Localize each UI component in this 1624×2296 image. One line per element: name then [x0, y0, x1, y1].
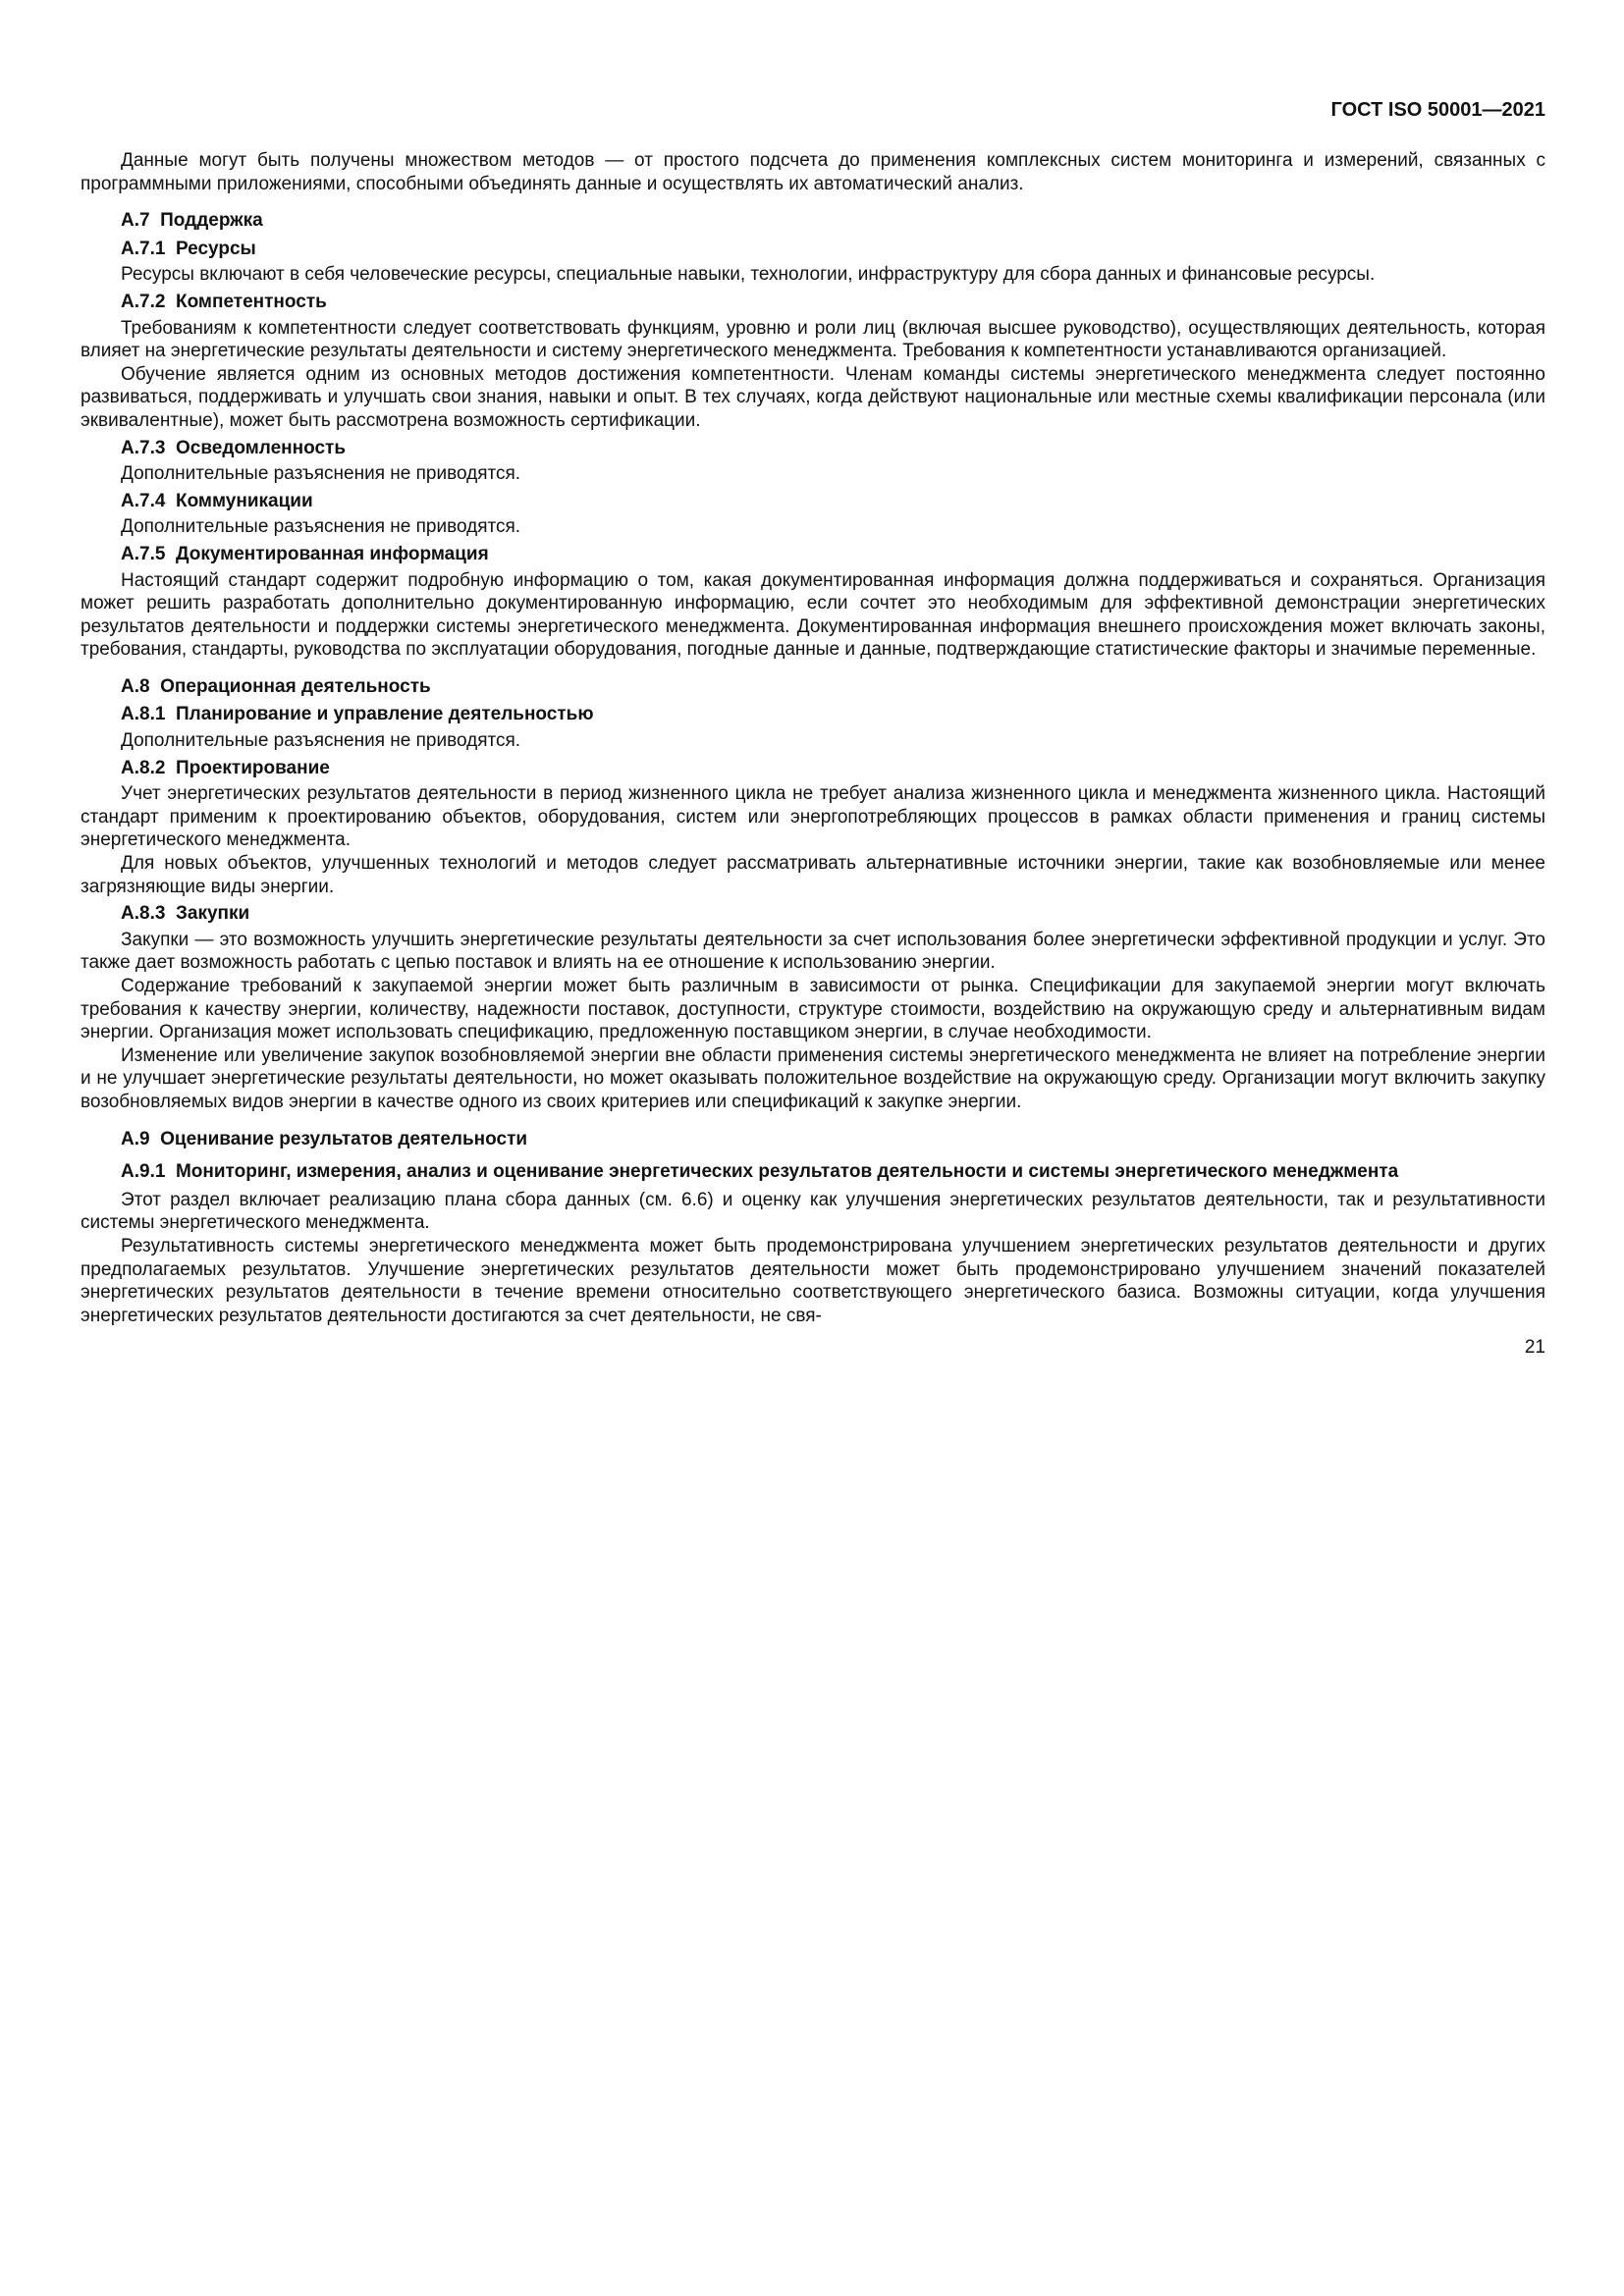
- paragraph: Закупки — это возможность улучшить энергетические результаты деятельности за счет использования более энергетически эффективной продукции и услуг. Это также дает возможность работать с цепью поставок и влиять на ее отношение к использованию энергии.: [81, 929, 1545, 974]
- paragraph: Ресурсы включают в себя человеческие ресурсы, специальные навыки, технологии, инфраструктуру для сбора данных и финансовые ресурсы.: [121, 264, 1376, 286]
- paragraph: Результативность системы энергетического менеджмента может быть продемонстрирована улучшением энергетических результатов деятельности и других предполагаемых результатов. Улучшение энергетических результатов деятельности может быть продемонстрировано улучшением значений показателей энергетических результатов деятельности в течение времени относительно соответствующего энергетического базиса. Возможны ситуации, когда улучшения энергетических результатов деятельности достигаются за счет деятельности, не свя-: [81, 1235, 1545, 1326]
- subsection-heading: А.7.4 Коммуникации: [121, 490, 313, 511]
- subsection-heading: А.7.2 Компетентность: [121, 291, 327, 312]
- section-heading: А.7 Поддержка: [121, 210, 263, 232]
- paragraph: Для новых объектов, улучшенных технологий и методов следует рассматривать альтернативные источники энергии, такие как возобновляемые или менее загрязняющие виды энергии.: [81, 853, 1545, 897]
- paragraph: Содержание требований к закупаемой энергии может быть различным в зависимости от рынка. Спецификации для закупаемой энергии могут включать требования к качеству энергии, количеству, надежности поставок, доступности, структуре стоимости, воздействию на окружающую среду и альтернативным видам энергии. Организация может использовать спецификацию, предложенную поставщиком энергии, в случае необходимости.: [81, 976, 1545, 1043]
- paragraph: Дополнительные разъяснения не приводятся.: [121, 516, 521, 538]
- section-heading: А.8 Операционная деятельность: [121, 675, 431, 697]
- subsection-heading: А.7.5 Документированная информация: [121, 543, 489, 564]
- subsection-heading: А.9.1 Мониторинг, измерения, анализ и оценивание энергетических результатов деятельности и системы энергетического менеджмента: [121, 1161, 1399, 1183]
- paragraph: Данные могут быть получены множеством методов — от простого подсчета до применения комплексных систем мониторинга и измерений, связанных с программными приложениями, способными объединять данные и осуществлять их автоматический анализ.: [81, 150, 1545, 194]
- paragraph: Обучение является одним из основных методов достижения компетентности. Членам команды системы энергетического менеджмента следует постоянно развиваться, поддерживать и улучшать свои знания, навыки и опыт. В тех случаях, когда действуют национальные или местные схемы квалификации персонала (или эквивалентные), может быть рассмотрена возможность сертификации.: [81, 363, 1545, 431]
- subsection-heading: А.8.2 Проектирование: [121, 757, 330, 778]
- paragraph: Этот раздел включает реализацию плана сбора данных (см. 6.6) и оценку как улучшения энергетических результатов деятельности, так и результативности системы энергетического менеджмента.: [81, 1189, 1545, 1234]
- paragraph: Настоящий стандарт содержит подробную информацию о том, какая документированная информация должна поддерживаться и сохраняться. Организация может решить разработать дополнительно документированную информацию, если сочтет это необходимым для эффективной демонстрации энергетических результатов деятельности и поддержки системы энергетического менеджмента. Документированная информация внешнего происхождения может включать законы, требования, стандарты, руководства по эксплуатации оборудования, погодные данные и данные, подтверждающие статистические факторы и значимые переменные.: [81, 569, 1545, 661]
- subsection-heading: А.8.3 Закупки: [121, 903, 250, 925]
- section-heading: А.9 Оценивание результатов деятельности: [121, 1128, 528, 1149]
- paragraph: Изменение или увеличение закупок возобновляемой энергии вне области применения системы энергетического менеджмента не влияет на потребление энергии и не улучшает энергетические результаты деятельности, но может оказывать положительное воздействие на окружающую среду. Организации могут включить закупку возобновляемых видов энергии в качестве одного из своих критериев или спецификаций к закупке энергии.: [81, 1044, 1545, 1112]
- paragraph: Учет энергетических результатов деятельности в период жизненного цикла не требует анализа жизненного цикла и менеджмента жизненного цикла. Настоящий стандарт применим к проектированию объектов, оборудования, систем или энергопотребляющих процессов в рамках области применения и границ системы энергетического менеджмента.: [81, 783, 1545, 851]
- running-header: ГОСТ ISO 50001—2021: [1330, 99, 1545, 121]
- paragraph: Дополнительные разъяснения не приводятся.: [121, 730, 521, 752]
- paragraph: Дополнительные разъяснения не приводятся.: [121, 463, 521, 485]
- subsection-heading: А.7.3 Осведомленность: [121, 437, 347, 458]
- subsection-heading: А.7.1 Ресурсы: [121, 238, 256, 259]
- subsection-heading: А.8.1 Планирование и управление деятельностью: [121, 704, 594, 725]
- page-number: 21: [1524, 1337, 1545, 1359]
- document-content: [81, 149, 1545, 1327]
- paragraph: Требованиям к компетентности следует соответствовать функциям, уровню и роли лиц (включая высшее руководство), осуществляющих деятельность, которая влияет на энергетические результаты деятельности и систему энергетического менеджмента. Требования к компетентности устанавливаются организацией.: [81, 317, 1545, 362]
